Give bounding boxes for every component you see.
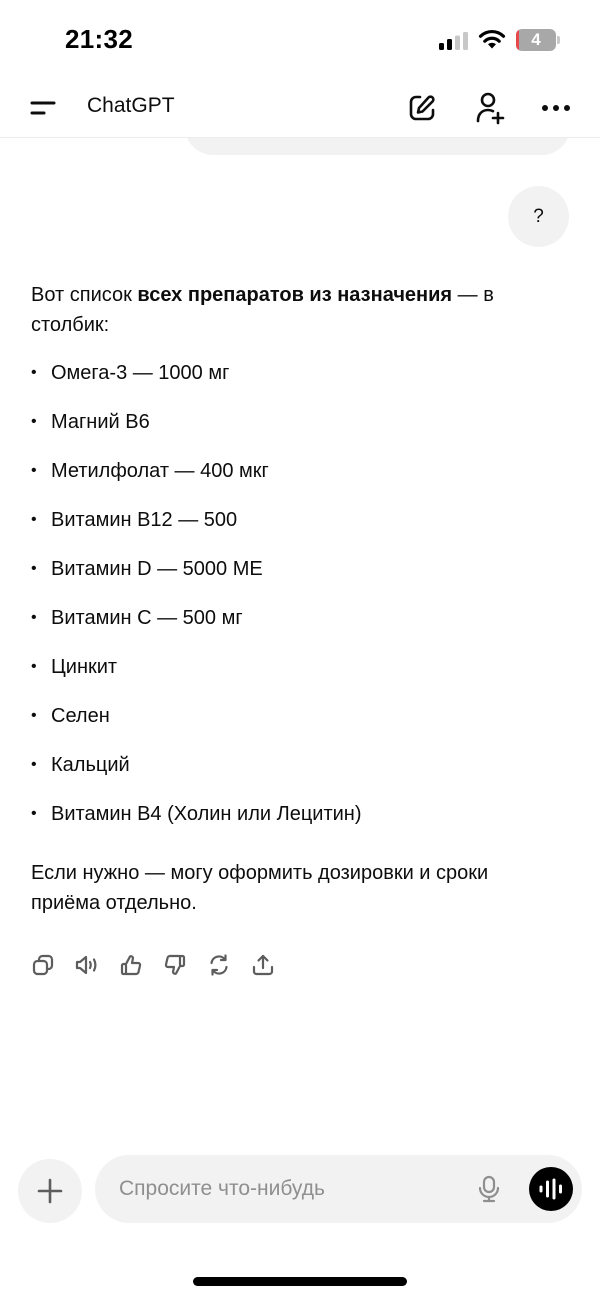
medication-list — [31, 358, 561, 848]
bullet-icon: • — [31, 707, 37, 724]
status-time: 21:32 — [65, 24, 133, 54]
list-item-text: Витамин B4 (Холин или Лецитин) — [51, 803, 362, 825]
battery-level-text: 4 — [531, 30, 541, 49]
list-item — [31, 603, 561, 652]
wifi-icon — [478, 28, 506, 50]
new-chat-button[interactable] — [404, 90, 440, 126]
home-indicator — [193, 1277, 407, 1286]
intro-text: Вот список — [31, 284, 138, 306]
list-item — [31, 505, 561, 554]
message-input[interactable] — [119, 1155, 459, 1223]
user-message-bubble — [508, 186, 569, 247]
add-user-icon — [474, 91, 506, 125]
plus-icon — [37, 1178, 63, 1204]
regenerate-icon — [208, 954, 230, 976]
bullet-icon: • — [31, 413, 37, 430]
message-actions — [31, 952, 275, 980]
bullet-icon: • — [31, 364, 37, 381]
list-item-text: Витамин B12 — 500 — [51, 509, 238, 531]
thumbs-up-icon — [120, 954, 142, 976]
bullet-icon: • — [31, 756, 37, 773]
copy-button[interactable] — [31, 952, 55, 978]
bullet-icon: • — [31, 609, 37, 626]
signal-icon — [438, 32, 468, 50]
microphone-icon — [478, 1175, 500, 1203]
assistant-outro: Если нужно — могу оформить дозировки и сроки приёма отдельно. — [31, 862, 489, 914]
copy-icon — [32, 954, 54, 976]
share-icon — [252, 954, 274, 976]
list-item — [31, 407, 561, 456]
bullet-icon: • — [31, 805, 37, 822]
list-item-text: Селен — [51, 705, 110, 727]
more-options-button[interactable] — [538, 90, 574, 126]
thumbs-up-button[interactable] — [119, 952, 143, 978]
intro-bold-text: всех препаратов из назначения — [137, 284, 453, 306]
list-item — [31, 456, 561, 505]
menu-icon — [28, 92, 60, 124]
more-icon — [541, 104, 571, 112]
list-item-text: Витамин D — 5000 МЕ — [51, 558, 263, 580]
user-message-text: ? — [533, 205, 544, 227]
app-title: ChatGPT — [87, 94, 175, 117]
nav-bar — [0, 80, 600, 138]
list-item-text: Кальций — [51, 754, 130, 776]
thumbs-down-button[interactable] — [163, 952, 187, 978]
list-item — [31, 701, 561, 750]
thumbs-down-icon — [164, 954, 186, 976]
list-item — [31, 799, 561, 848]
edit-icon — [407, 93, 437, 123]
read-aloud-icon — [75, 954, 99, 976]
regenerate-button[interactable] — [207, 952, 231, 978]
voice-mode-icon — [538, 1178, 564, 1200]
add-user-button[interactable] — [472, 90, 508, 126]
list-item — [31, 554, 561, 603]
composer — [95, 1155, 582, 1223]
list-item-text: Метилфолат — 400 мкг — [51, 460, 269, 482]
bullet-icon: • — [31, 462, 37, 479]
voice-mode-button[interactable] — [529, 1167, 573, 1211]
menu-button[interactable] — [28, 92, 60, 124]
intro-tail-text: — в столбик: — [31, 284, 494, 336]
assistant-intro — [31, 280, 561, 340]
battery-icon — [516, 29, 560, 51]
share-button[interactable] — [251, 952, 275, 978]
list-item-text: Магний B6 — [51, 411, 150, 433]
attach-button[interactable] — [18, 1159, 82, 1223]
list-item — [31, 652, 561, 701]
list-item-text: Витамин C — 500 мг — [51, 607, 243, 629]
list-item — [31, 750, 561, 799]
assistant-message — [31, 280, 561, 918]
dictation-button[interactable] — [475, 1175, 503, 1203]
read-aloud-button[interactable] — [75, 952, 99, 978]
bullet-icon: • — [31, 658, 37, 675]
list-item — [31, 358, 561, 407]
bullet-icon: • — [31, 511, 37, 528]
status-bar — [0, 0, 600, 80]
list-item-text: Омега-3 — 1000 мг — [51, 362, 230, 384]
bullet-icon: • — [31, 560, 37, 577]
list-item-text: Цинкит — [51, 656, 118, 678]
